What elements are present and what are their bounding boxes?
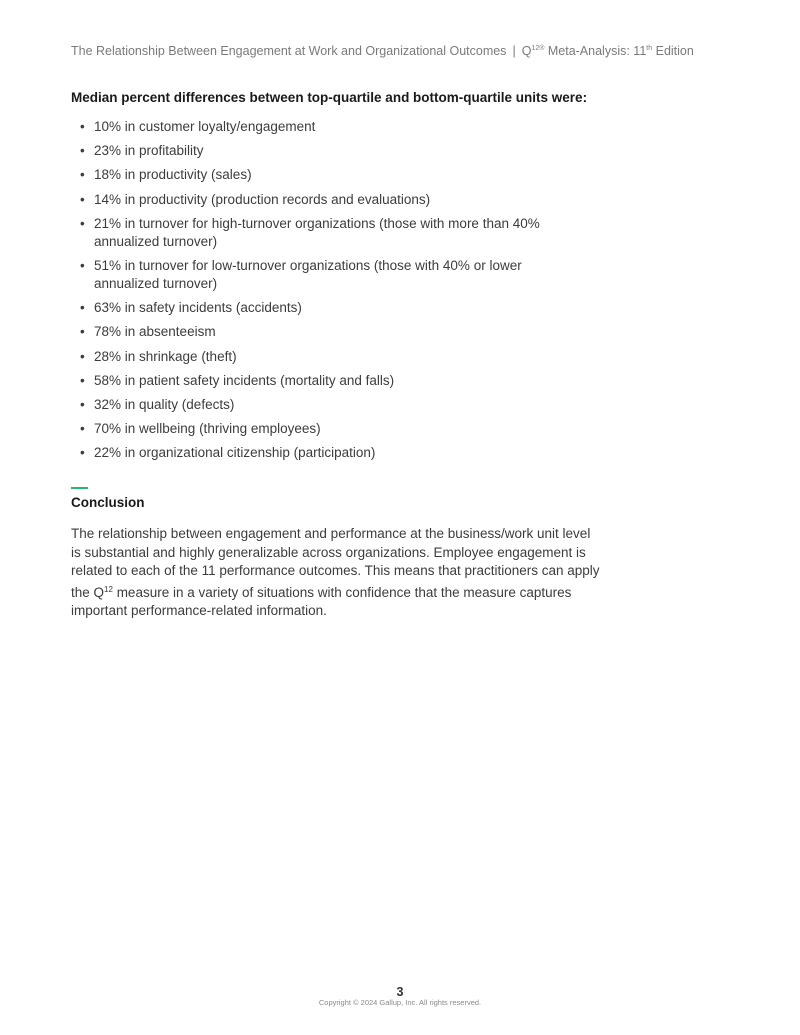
list-item-text: 63% in safety incidents (accidents) xyxy=(94,300,302,316)
accent-divider xyxy=(71,487,88,489)
bullet-icon: • xyxy=(80,143,85,159)
header-edition-suffix: Edition xyxy=(655,44,694,58)
copyright-notice: Copyright © 2024 Gallup, Inc. All rights reserved. xyxy=(318,998,482,1007)
running-header xyxy=(71,44,694,58)
list-item xyxy=(71,372,571,390)
header-edition-superscript: th xyxy=(646,45,653,52)
list-item-text: 51% in turnover for low-turnover organizations (those with 40% or lower annualized turnover) xyxy=(94,257,522,291)
list-item xyxy=(71,444,571,462)
bullet-icon: • xyxy=(80,396,85,412)
list-item-text: 70% in wellbeing (thriving employees) xyxy=(94,421,321,437)
bullet-icon: • xyxy=(80,191,85,207)
header-q: Q xyxy=(521,44,532,58)
header-separator: | xyxy=(512,44,516,58)
list-item-text: 23% in profitability xyxy=(94,143,204,159)
bullet-icon: • xyxy=(80,300,85,316)
list-item-text: 58% in patient safety incidents (mortality and falls) xyxy=(94,372,395,388)
list-item-text: 22% in organizational citizenship (participation) xyxy=(94,445,376,461)
page-number: 3 xyxy=(396,985,404,999)
header-edition: Meta-Analysis: 11 xyxy=(547,44,647,58)
conclusion-heading: Conclusion xyxy=(71,495,145,510)
list-item-text: 78% in absenteeism xyxy=(94,324,216,340)
list-item xyxy=(71,215,571,251)
list-item-text: 18% in productivity (sales) xyxy=(94,167,252,183)
bullet-icon: • xyxy=(80,257,85,273)
list-item-text: 28% in shrinkage (theft) xyxy=(94,348,237,364)
list-item xyxy=(71,299,571,317)
list-item xyxy=(71,348,571,366)
list-item-text: 10% in customer loyalty/engagement xyxy=(94,119,316,134)
bullet-icon: • xyxy=(80,215,85,231)
list-item xyxy=(71,118,571,136)
findings-list xyxy=(71,118,571,468)
conclusion-text-end: measure in a variety of situations with confidence that the measure captures important performance-related information. xyxy=(71,584,572,618)
intro-heading: Median percent differences between top-quartile and bottom-quartile units were: xyxy=(71,90,588,105)
header-q-superscript: 12® xyxy=(531,45,545,52)
list-item xyxy=(71,166,571,184)
conclusion-text: The relationship between engagement and performance at the business/work unit level is substantial and highly generalizable across organizations. Employee engagement is related to each of the 11 performance outcomes. This means that practitioners can apply the Q xyxy=(71,526,600,600)
conclusion-paragraph xyxy=(71,525,601,621)
bullet-icon: • xyxy=(80,372,85,388)
bullet-icon: • xyxy=(80,421,85,437)
list-item xyxy=(71,420,571,438)
list-item-text: 14% in productivity (production records and evaluations) xyxy=(94,191,431,207)
header-title: The Relationship Between Engagement at Work and Organizational Outcomes xyxy=(71,44,507,58)
list-item xyxy=(71,191,571,209)
bullet-icon: • xyxy=(80,445,85,461)
list-item xyxy=(71,257,571,293)
list-item xyxy=(71,396,571,414)
list-item-text: 32% in quality (defects) xyxy=(94,396,235,412)
bullet-icon: • xyxy=(80,167,85,183)
list-item xyxy=(71,323,571,341)
bullet-icon: • xyxy=(80,119,85,134)
conclusion-superscript: 12 xyxy=(104,584,113,594)
list-item xyxy=(71,142,571,160)
bullet-icon: • xyxy=(80,324,85,340)
list-item-text: 21% in turnover for high-turnover organizations (those with more than 40% annualized turnover) xyxy=(94,215,540,249)
bullet-icon: • xyxy=(80,348,85,364)
